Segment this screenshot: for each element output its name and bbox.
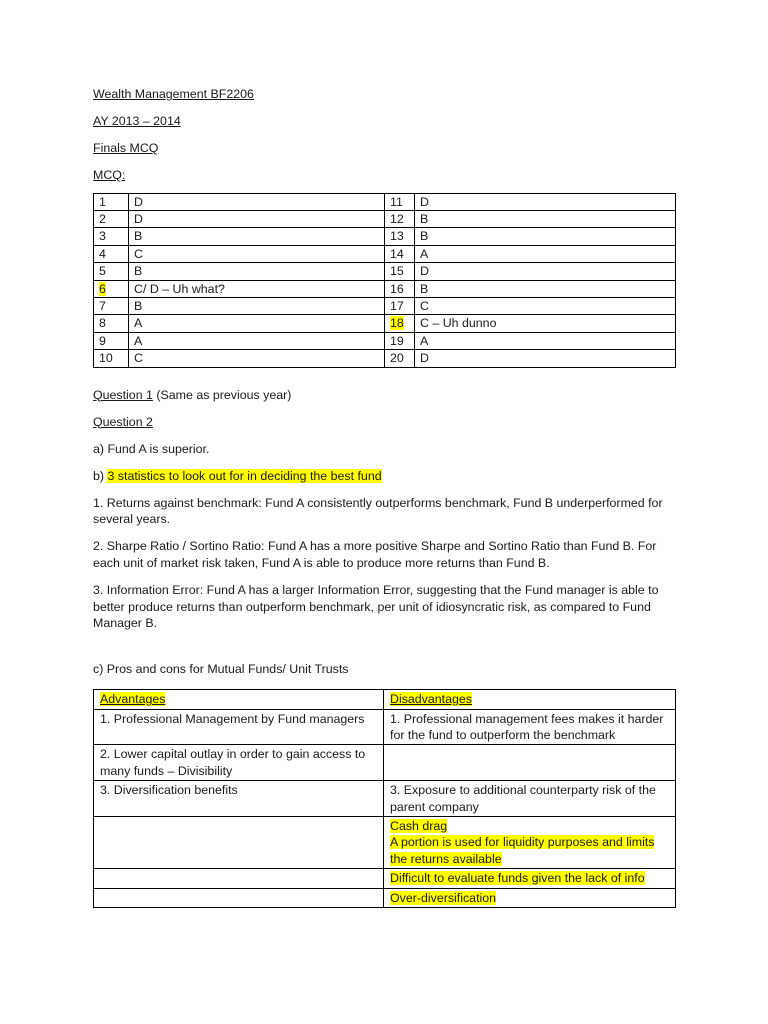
document-page: [93, 86, 675, 908]
question-number: 1: [99, 194, 106, 209]
disadvantage-cell: 1. Professional management fees makes it harder for the fund to outperform the benchmark: [384, 709, 676, 745]
stat-paragraph-3: 3. Information Error: Fund A has a larger Information Error, suggesting that the Fund manager is able to better produce returns than outperform benchmark, per unit of idiosyncratic risk, as compared to Fund Manager B.: [93, 582, 659, 631]
evaluate-funds-text: Difficult to evaluate funds given the lack of info: [390, 871, 645, 886]
question-number-cell: [385, 297, 415, 314]
disadvantage-cell: [384, 869, 676, 888]
question-number-cell: [385, 263, 415, 280]
question-number: 6: [99, 281, 106, 296]
table-row: [94, 690, 676, 709]
doc-exam: Finals MCQ: [93, 141, 159, 155]
table-row: [94, 228, 676, 245]
advantages-header: Advantages: [100, 692, 166, 707]
question-1-label: Question 1: [93, 387, 153, 402]
question-number: 10: [99, 351, 113, 366]
doc-year: AY 2013 – 2014: [93, 114, 181, 128]
question-number-cell: [94, 332, 129, 349]
table-row: [94, 315, 676, 332]
question-number-cell: [94, 263, 129, 280]
table-row: [94, 709, 676, 745]
question-number: 20: [390, 351, 404, 366]
advantage-cell: 3. Diversification benefits: [94, 781, 384, 817]
advantage-cell: [94, 869, 384, 888]
disadvantage-cell: 3. Exposure to additional counterparty risk of the parent company: [384, 781, 676, 817]
pros-cons-table: [93, 689, 676, 908]
question-number-cell: [94, 245, 129, 262]
answer-b: [93, 468, 675, 485]
question-number-cell: [94, 315, 129, 332]
table-row: [94, 193, 676, 210]
disadvantages-header: Disadvantages: [390, 692, 472, 707]
answer-cell: C: [129, 350, 385, 367]
answer-cell: B: [415, 228, 676, 245]
question-number: 8: [99, 316, 106, 331]
answer-cell: A: [129, 332, 385, 349]
question-number: 4: [99, 246, 106, 261]
table-row: [94, 263, 676, 280]
answer-cell: A: [129, 315, 385, 332]
answer-cell: D: [415, 350, 676, 367]
table-row: [94, 297, 676, 314]
question-number-cell: [94, 297, 129, 314]
answer-b-text: 3 statistics to look out for in deciding the best fund: [107, 468, 382, 483]
answer-cell: A: [415, 245, 676, 262]
question-number: 17: [390, 298, 404, 313]
table-row: [94, 280, 676, 297]
question-number-cell: [94, 280, 129, 297]
question-number-cell: [385, 280, 415, 297]
over-diversification-text: Over-diversification: [390, 890, 497, 905]
answer-cell: C – Uh dunno: [415, 315, 676, 332]
question-number-cell: [385, 315, 415, 332]
stat-paragraph-1: 1. Returns against benchmark: Fund A consistently outperforms benchmark, Fund B underperformed for several years.: [93, 495, 663, 527]
table-row: [94, 888, 676, 907]
answer-cell: B: [415, 280, 676, 297]
answer-cell: D: [415, 263, 676, 280]
question-2-label: Question 2: [93, 414, 153, 429]
answer-cell: D: [129, 193, 385, 210]
disadvantage-cell: [384, 817, 676, 869]
question-number-cell: [385, 193, 415, 210]
question-number: 12: [390, 211, 404, 226]
question-number: 5: [99, 264, 106, 279]
doc-title: Wealth Management BF2206: [93, 87, 254, 101]
answer-cell: A: [415, 332, 676, 349]
table-row: [94, 210, 676, 227]
table-row: [94, 332, 676, 349]
question-number-cell: [94, 350, 129, 367]
disadvantage-cell: [384, 745, 676, 781]
mcq-heading: MCQ:: [93, 168, 126, 182]
stat-paragraph-2: 2. Sharpe Ratio / Sortino Ratio: Fund A has a more positive Sharpe and Sortino Ratio than Fund B. For each unit of market risk taken, Fund A is able to produce more returns than Fund B.: [93, 539, 657, 570]
question-number-cell: [94, 228, 129, 245]
answer-cell: B: [415, 210, 676, 227]
cash-drag-detail: A portion is used for liquidity purposes and limits the returns available: [390, 835, 655, 866]
question-number: 9: [99, 333, 106, 348]
question-number-cell: [94, 193, 129, 210]
table-row: [94, 350, 676, 367]
answer-cell: B: [129, 228, 385, 245]
table-row: [94, 745, 676, 781]
advantage-cell: [94, 817, 384, 869]
advantage-cell: 1. Professional Management by Fund managers: [94, 709, 384, 745]
question-number: 15: [390, 264, 404, 279]
table-row: [94, 817, 676, 869]
cash-drag-text: Cash drag: [390, 819, 448, 834]
disadvantages-header-cell: [384, 690, 676, 709]
advantage-cell: 2. Lower capital outlay in order to gain access to many funds – Divisibility: [94, 745, 384, 781]
answer-cell: D: [415, 193, 676, 210]
question-1-note: (Same as previous year): [152, 387, 292, 402]
question-number: 18: [390, 316, 404, 331]
question-number: 3: [99, 229, 106, 244]
question-number: 11: [390, 194, 403, 209]
answer-a: a) Fund A is superior.: [93, 441, 210, 456]
answer-cell: D: [129, 210, 385, 227]
disadvantage-cell: [384, 888, 676, 907]
question-number: 7: [99, 298, 106, 313]
question-number: 19: [390, 333, 404, 348]
question-number: 14: [390, 246, 404, 261]
advantage-cell: [94, 888, 384, 907]
question-number-cell: [385, 210, 415, 227]
question-number-cell: [385, 228, 415, 245]
question-number-cell: [94, 210, 129, 227]
question-number-cell: [385, 245, 415, 262]
table-row: [94, 781, 676, 817]
table-row: [94, 245, 676, 262]
question-number: 16: [390, 281, 404, 296]
question-number: 13: [390, 229, 404, 244]
answer-cell: C/ D – Uh what?: [129, 280, 385, 297]
answer-cell: B: [129, 263, 385, 280]
answer-cell: C: [415, 297, 676, 314]
answer-cell: B: [129, 297, 385, 314]
question-1: [93, 387, 675, 404]
question-number-cell: [385, 350, 415, 367]
answer-b-prefix: b): [93, 468, 108, 483]
mcq-answer-table: [93, 193, 676, 368]
question-number-cell: [385, 332, 415, 349]
advantages-header-cell: [94, 690, 384, 709]
question-number: 2: [99, 211, 106, 226]
answer-cell: C: [129, 245, 385, 262]
answer-c: c) Pros and cons for Mutual Funds/ Unit Trusts: [93, 661, 349, 676]
table-row: [94, 869, 676, 888]
